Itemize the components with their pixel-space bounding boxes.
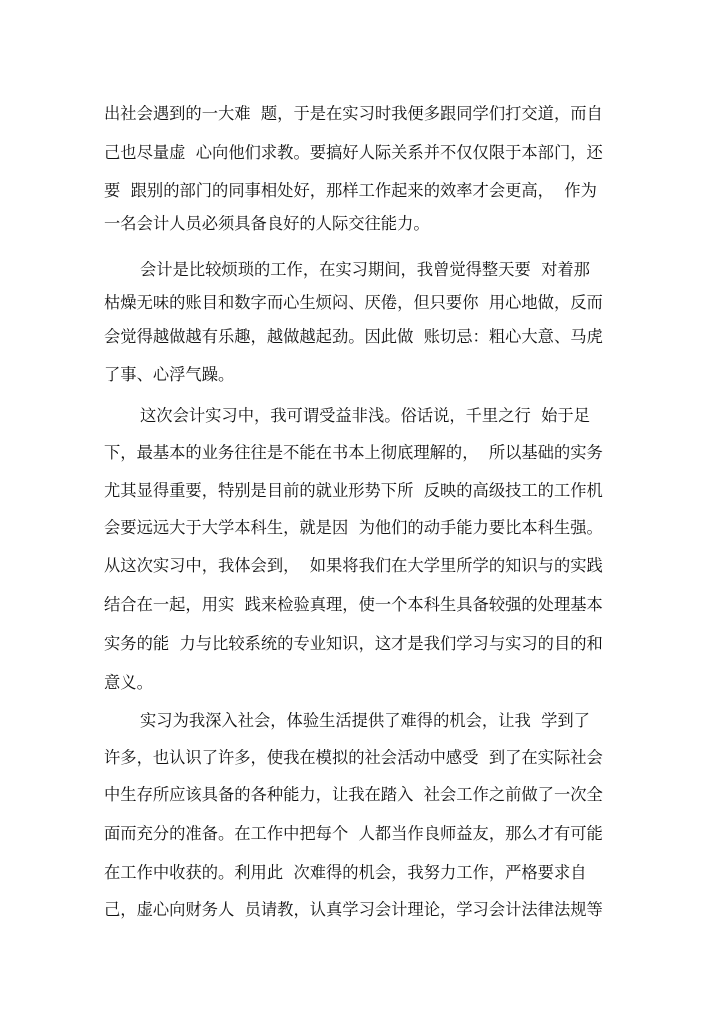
text-line: 一名会计人员必须具备良好的人际交往能力。	[104, 214, 430, 233]
text-line: 下，最基本的业务往往是不能在书本上彻底理解的， 所以基础的实务	[104, 443, 603, 462]
text-line: 实务的能 力与比较系统的专业知识，这才是我们学习与实习的目的和	[104, 634, 603, 653]
text-line: 会觉得越做越有乐趣，越做越起劲。因此做 账切忌：粗心大意、马虎	[104, 327, 603, 346]
text-line: 中生存所应该具备的各种能力，让我在踏入 社会工作之前做了一次全	[104, 785, 603, 804]
text-line: 会计是比较烦琐的工作，在实习期间，我曾觉得整天要 对着那	[140, 260, 590, 279]
text-line: 尤其显得重要，特别是目前的就业形势下所 反映的高级技工的工作机	[104, 481, 603, 500]
text-line: 己，虚心向财务人 员请教，认真学习会计理论，学习会计法律法规等	[104, 900, 603, 919]
text-line: 面而充分的准备。在工作中把每个 人都当作良师益友，那么才有可能	[104, 824, 603, 843]
text-line: 在工作中收获的。利用此 次难得的机会，我努力工作，严格要求自	[104, 863, 587, 882]
text-line: 意义。	[104, 673, 153, 692]
text-line: 己也尽量虚 心向他们求教。要搞好人际关系并不仅仅限于本部门，还	[104, 143, 603, 162]
text-line: 这次会计实习中，我可谓受益非浅。俗话说，千里之行 始于足	[140, 406, 590, 425]
text-line: 从这次实习中，我体会到， 如果将我们在大学里所学的知识与的实践	[104, 556, 603, 575]
text-line: 会要远远大于大学本科生，就是因 为他们的动手能力要比本科生强。	[104, 518, 603, 537]
text-line: 了事、心浮气躁。	[104, 365, 235, 384]
text-line: 枯燥无味的账目和数字而心生烦闷、厌倦，但只要你 用心地做，反而	[104, 293, 603, 312]
text-line: 结合在一起，用实 践来检验真理，使一个本科生具备较强的处理基本	[104, 595, 603, 614]
text-line: 许多，也认识了许多，使我在模拟的社会活动中感受 到了在实际社会	[104, 748, 603, 767]
text-line: 实习为我深入社会，体验生活提供了难得的机会，让我 学到了	[140, 711, 590, 730]
text-line: 要 跟别的部门的同事相处好，那样工作起来的效率才会更高， 作为	[104, 181, 597, 200]
text-line: 出社会遇到的一大难 题，于是在实习时我便多跟同学们打交道，而自	[104, 104, 603, 123]
